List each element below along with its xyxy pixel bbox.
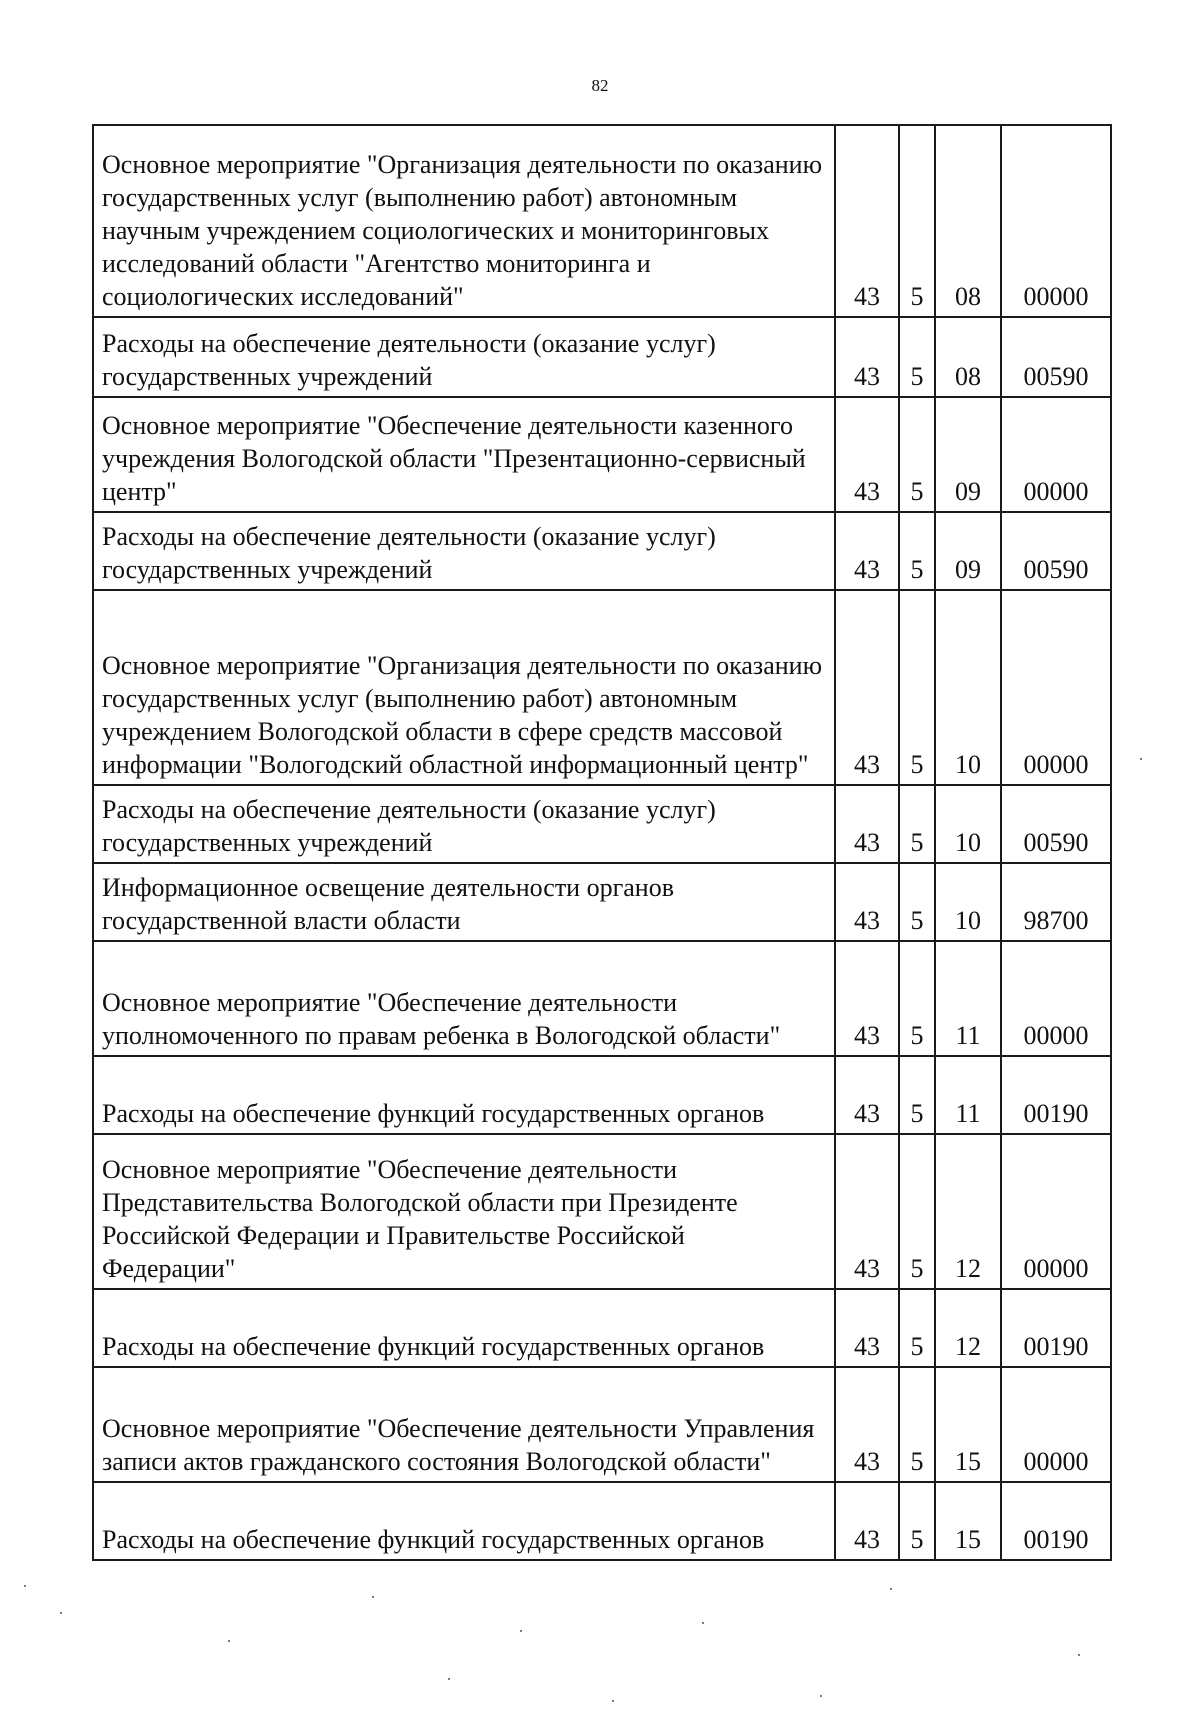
table-row [93,512,1111,590]
code-direction: 00000 [1001,590,1111,785]
code-program-type: 5 [899,125,935,317]
code-main-event: 10 [935,863,1001,941]
table-row [93,317,1111,397]
budget-table [92,124,1112,1561]
row-description: Основное мероприятие "Обеспечение деятельности уполномоченного по правам ребенка в Вологодской области" [93,941,835,1056]
code-chapter: 43 [835,317,899,397]
row-description: Расходы на обеспечение деятельности (оказание услуг) государственных учреждений [93,512,835,590]
table-row [93,1289,1111,1367]
row-description: Расходы на обеспечение деятельности (оказание услуг) государственных учреждений [93,317,835,397]
table-row [93,1367,1111,1482]
code-direction: 00590 [1001,512,1111,590]
code-direction: 00000 [1001,1367,1111,1482]
code-program-type: 5 [899,863,935,941]
row-description: Основное мероприятие "Обеспечение деятельности казенного учреждения Вологодской области "Презентационно-сервисный центр" [93,397,835,512]
code-direction: 00000 [1001,941,1111,1056]
code-program-type: 5 [899,1289,935,1367]
code-chapter: 43 [835,590,899,785]
code-main-event: 08 [935,125,1001,317]
code-main-event: 09 [935,512,1001,590]
code-chapter: 43 [835,125,899,317]
table-row [93,397,1111,512]
code-chapter: 43 [835,1134,899,1289]
row-description: Расходы на обеспечение функций государственных органов [93,1289,835,1367]
code-chapter: 43 [835,1056,899,1134]
row-description: Основное мероприятие "Организация деятельности по оказанию государственных услуг (выполнению работ) автономным научным учреждением социологических и мониторинговых исследований области "Агентство мониторинга и социологических исследований" [93,125,835,317]
code-direction: 00000 [1001,125,1111,317]
code-direction: 00590 [1001,317,1111,397]
row-description: Расходы на обеспечение функций государственных органов [93,1056,835,1134]
table-row [93,863,1111,941]
code-chapter: 43 [835,785,899,863]
code-program-type: 5 [899,785,935,863]
code-main-event: 11 [935,1056,1001,1134]
code-main-event: 12 [935,1134,1001,1289]
code-program-type: 5 [899,397,935,512]
page-number: 82 [591,76,609,95]
code-main-event: 08 [935,317,1001,397]
code-direction: 98700 [1001,863,1111,941]
code-direction: 00190 [1001,1289,1111,1367]
code-main-event: 11 [935,941,1001,1056]
code-program-type: 5 [899,1482,935,1560]
code-main-event: 10 [935,590,1001,785]
code-direction: 00590 [1001,785,1111,863]
code-program-type: 5 [899,941,935,1056]
code-direction: 00190 [1001,1056,1111,1134]
table-body [93,125,1111,1560]
code-program-type: 5 [899,1134,935,1289]
code-program-type: 5 [899,317,935,397]
row-description: Основное мероприятие "Обеспечение деятельности Представительства Вологодской области при Президенте Российской Федерации и Правительстве Российской Федерации" [93,1134,835,1289]
table-row [93,1482,1111,1560]
table-row [93,125,1111,317]
row-description: Расходы на обеспечение деятельности (оказание услуг) государственных учреждений [93,785,835,863]
table-row [93,1134,1111,1289]
code-main-event: 12 [935,1289,1001,1367]
code-chapter: 43 [835,1482,899,1560]
code-chapter: 43 [835,1289,899,1367]
code-direction: 00190 [1001,1482,1111,1560]
code-program-type: 5 [899,1367,935,1482]
code-chapter: 43 [835,1367,899,1482]
code-program-type: 5 [899,590,935,785]
row-description: Основное мероприятие "Организация деятельности по оказанию государственных услуг (выполнению работ) автономным учреждением Вологодской области в сфере средств массовой информации "Вологодский областной информационный центр" [93,590,835,785]
code-chapter: 43 [835,512,899,590]
row-description: Расходы на обеспечение функций государственных органов [93,1482,835,1560]
table-row [93,1056,1111,1134]
table-row [93,785,1111,863]
row-description: Основное мероприятие "Обеспечение деятельности Управления записи актов гражданского состояния Вологодской области" [93,1367,835,1482]
table-row [93,590,1111,785]
code-main-event: 09 [935,397,1001,512]
code-chapter: 43 [835,397,899,512]
code-direction: 00000 [1001,397,1111,512]
table-row [93,941,1111,1056]
code-main-event: 15 [935,1482,1001,1560]
code-program-type: 5 [899,1056,935,1134]
code-chapter: 43 [835,941,899,1056]
code-main-event: 10 [935,785,1001,863]
code-chapter: 43 [835,863,899,941]
code-main-event: 15 [935,1367,1001,1482]
code-program-type: 5 [899,512,935,590]
row-description: Информационное освещение деятельности органов государственной власти области [93,863,835,941]
code-direction: 00000 [1001,1134,1111,1289]
